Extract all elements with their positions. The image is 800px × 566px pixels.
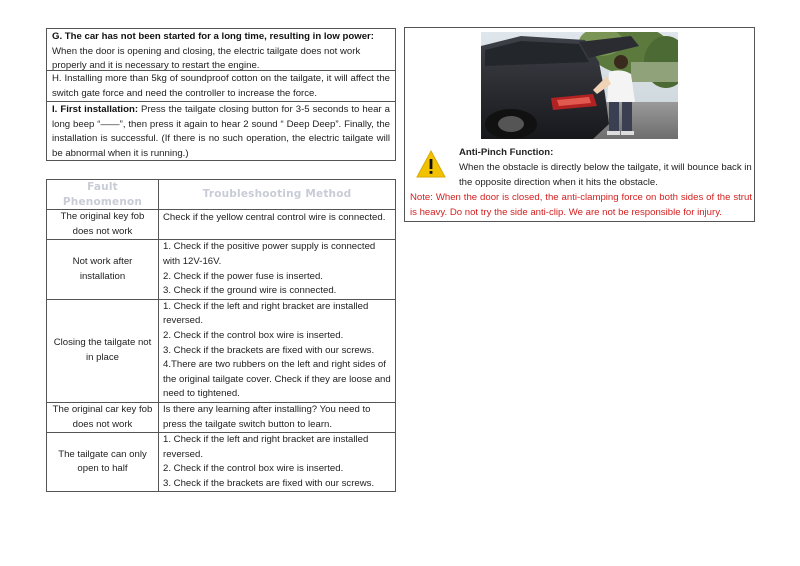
pinch-title: Anti-Pinch Function: bbox=[459, 147, 554, 158]
method-line: 4.There are two rubbers on the left and right sides of the original tailgate cover. Check if they are loose and need to tightened. bbox=[163, 359, 391, 400]
tailgate-photo bbox=[481, 32, 678, 139]
table-row bbox=[47, 299, 396, 402]
method-cell bbox=[159, 433, 396, 492]
anti-pinch-box bbox=[404, 27, 755, 222]
method-line: Check if the yellow central control wire is connected. bbox=[163, 212, 386, 224]
method-cell bbox=[159, 240, 396, 299]
table-row bbox=[47, 433, 396, 492]
method-line: 3. Check if the brackets are fixed with our screws. bbox=[163, 477, 375, 489]
note-i bbox=[47, 102, 395, 160]
note-i-text: Press the tailgate closing button for 3-5 seconds to hear a long beep “——”, then press it again to hear 2 sound “ Deep Deep”. Finally, the installation is successful. (If there is no such operation, the electric tailgate will be abnormal when it is running.) bbox=[52, 104, 390, 159]
header-method: Troubleshooting Method bbox=[159, 180, 396, 210]
table-row bbox=[47, 402, 396, 432]
table-row bbox=[47, 210, 396, 240]
method-line: 3. Check if the brackets are fixed with our screws. bbox=[163, 344, 375, 356]
method-cell bbox=[159, 402, 396, 432]
fault-cell: The original key fob does not work bbox=[47, 210, 159, 240]
table-row bbox=[47, 240, 396, 299]
method-line: 1. Check if the left and right bracket are installed reversed. bbox=[163, 434, 369, 460]
fault-cell: Closing the tailgate not in place bbox=[47, 299, 159, 402]
method-line: 2. Check if the control box wire is inserted. bbox=[163, 329, 344, 341]
warning-triangle-icon bbox=[416, 149, 446, 179]
note-g bbox=[47, 29, 395, 71]
method-line: 3. Check if the ground wire is connected. bbox=[163, 285, 337, 297]
fault-cell: The original car key fob does not work bbox=[47, 402, 159, 432]
method-line: Is there any learning after installing? You need to press the tailgate switch button to learn. bbox=[163, 403, 371, 430]
header-fault: Fault Phenomenon bbox=[47, 180, 159, 210]
pinch-note: Note: When the door is closed, the anti-clamping force on both sides of the strut is heavy. Do not try the side anti-clip. We are not be responsible for injury. bbox=[410, 192, 752, 218]
fault-cell: The tailgate can only open to half bbox=[47, 433, 159, 492]
note-h bbox=[47, 71, 395, 102]
note-i-title: I. First installation: bbox=[52, 104, 139, 115]
table-header-row bbox=[47, 180, 396, 210]
method-line: 2. Check if the control box wire is inserted. bbox=[163, 463, 344, 475]
method-line: 2. Check if the power fuse is inserted. bbox=[163, 270, 323, 282]
troubleshooting-table bbox=[46, 179, 396, 492]
method-line: 1. Check if the positive power supply is connected with 12V-16V. bbox=[163, 241, 376, 267]
fault-cell: Not work after installation bbox=[47, 240, 159, 299]
method-cell bbox=[159, 299, 396, 402]
note-g-title: G. The car has not been started for a long time, resulting in low power: bbox=[52, 31, 374, 42]
note-g-text: When the door is opening and closing, the electric tailgate does not work properly and it is necessary to restart the engine. bbox=[52, 45, 361, 72]
method-cell bbox=[159, 210, 396, 240]
note-h-text: H. Installing more than 5kg of soundproof cotton on the tailgate, it will affect the switch gate force and need the controller to increase the force. bbox=[52, 73, 390, 99]
method-line: 1. Check if the left and right bracket are installed reversed. bbox=[163, 300, 369, 327]
notes-box bbox=[46, 28, 396, 161]
pinch-text: When the obstacle is directly below the tailgate, it will bounce back in the opposite direction when it hits the obstacle. bbox=[459, 162, 752, 188]
